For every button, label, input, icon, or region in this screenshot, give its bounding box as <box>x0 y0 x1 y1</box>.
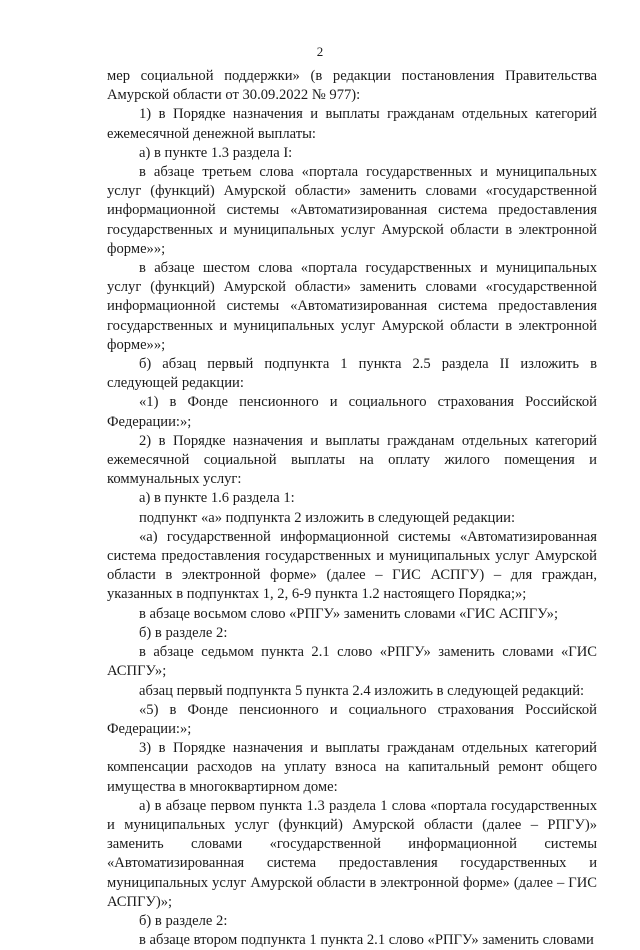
paragraph: «1) в Фонде пенсионного и социального страхования Российской Федерации:»; <box>107 394 597 430</box>
paragraph: б) в разделе 2: <box>139 912 228 929</box>
paragraph: «5) в Фонде пенсионного и социального страхования Российской Федерации:»; <box>107 701 597 737</box>
paragraph: в абзаце седьмом пункта 2.1 слово «РПГУ» заменить словами «ГИС АСПГУ»; <box>107 644 597 680</box>
paragraph: в абзаце шестом слова «портала государственных и муниципальных услуг (функций) Амурской области» заменить словами «государственной информационной системы «Автоматизированная система предоставления государственных и муниципальных услуг Амурской области в электронной форме»»; <box>107 260 597 353</box>
paragraph: б) абзац первый подпункта 1 пункта 2.5 раздела II изложить в следующей редакции: <box>107 356 597 392</box>
paragraph: 3) в Порядке назначения и выплаты гражданам отдельных категорий компенсации расходов на уплату взноса на капитальный ремонт общего имущества в многоквартирном доме: <box>107 740 597 795</box>
paragraph: мер социальной поддержки» (в редакции постановления Правительства Амурской области от 30.09.2022 № 977): <box>107 68 597 104</box>
paragraph: а) в абзаце первом пункта 1.3 раздела 1 слова «портала государственных и муниципальных услуг (функций) Амурской области (далее – РПГУ)» заменить словами «государственной информационной системы «Автоматизированная система предоставления государственных и муниципальных услуг Амурской области в электронной форме» (далее – ГИС АСПГУ)»; <box>107 797 597 910</box>
paragraph: 2) в Порядке назначения и выплаты гражданам отдельных категорий ежемесячной социальной выплаты на оплату жилого помещения и коммунальных услуг: <box>107 432 597 488</box>
paragraph: в абзаце втором подпункта 1 пункта 2.1 слово «РПГУ» заменить словами <box>139 932 594 949</box>
paragraph: б) в разделе 2: <box>139 624 228 641</box>
paragraph: абзац первый подпункта 5 пункта 2.4 изложить в следующей редакций: <box>139 682 585 699</box>
paragraph: 1) в Порядке назначения и выплаты гражданам отдельных категорий ежемесячной денежной выплаты: <box>107 106 597 142</box>
paragraph: а) в пункте 1.6 раздела 1: <box>139 490 295 507</box>
paragraph: в абзаце восьмом слово «РПГУ» заменить словами «ГИС АСПГУ»; <box>139 605 559 622</box>
page-number: 2 <box>316 44 324 59</box>
paragraph: в абзаце третьем слова «портала государственных и муниципальных услуг (функций) Амурской области» заменить словами «государственной информационной системы «Автоматизированная система предоставления государственных и муниципальных услуг Амурской области в электронной форме»»; <box>107 164 597 257</box>
paragraph: а) в пункте 1.3 раздела I: <box>139 144 293 161</box>
document-body <box>107 67 597 950</box>
paragraph: подпункт «а» подпункта 2 изложить в следующей редакции: <box>139 509 516 526</box>
paragraph: «а) государственной информационной системы «Автоматизированная система предоставления государственных и муниципальных услуг Амурской области в электронной форме» (далее – ГИС АСПГУ) – для граждан, указанных в подпунктах 1, 2, 6-9 пункта 1.2 настоящего Порядка;»; <box>107 528 597 603</box>
